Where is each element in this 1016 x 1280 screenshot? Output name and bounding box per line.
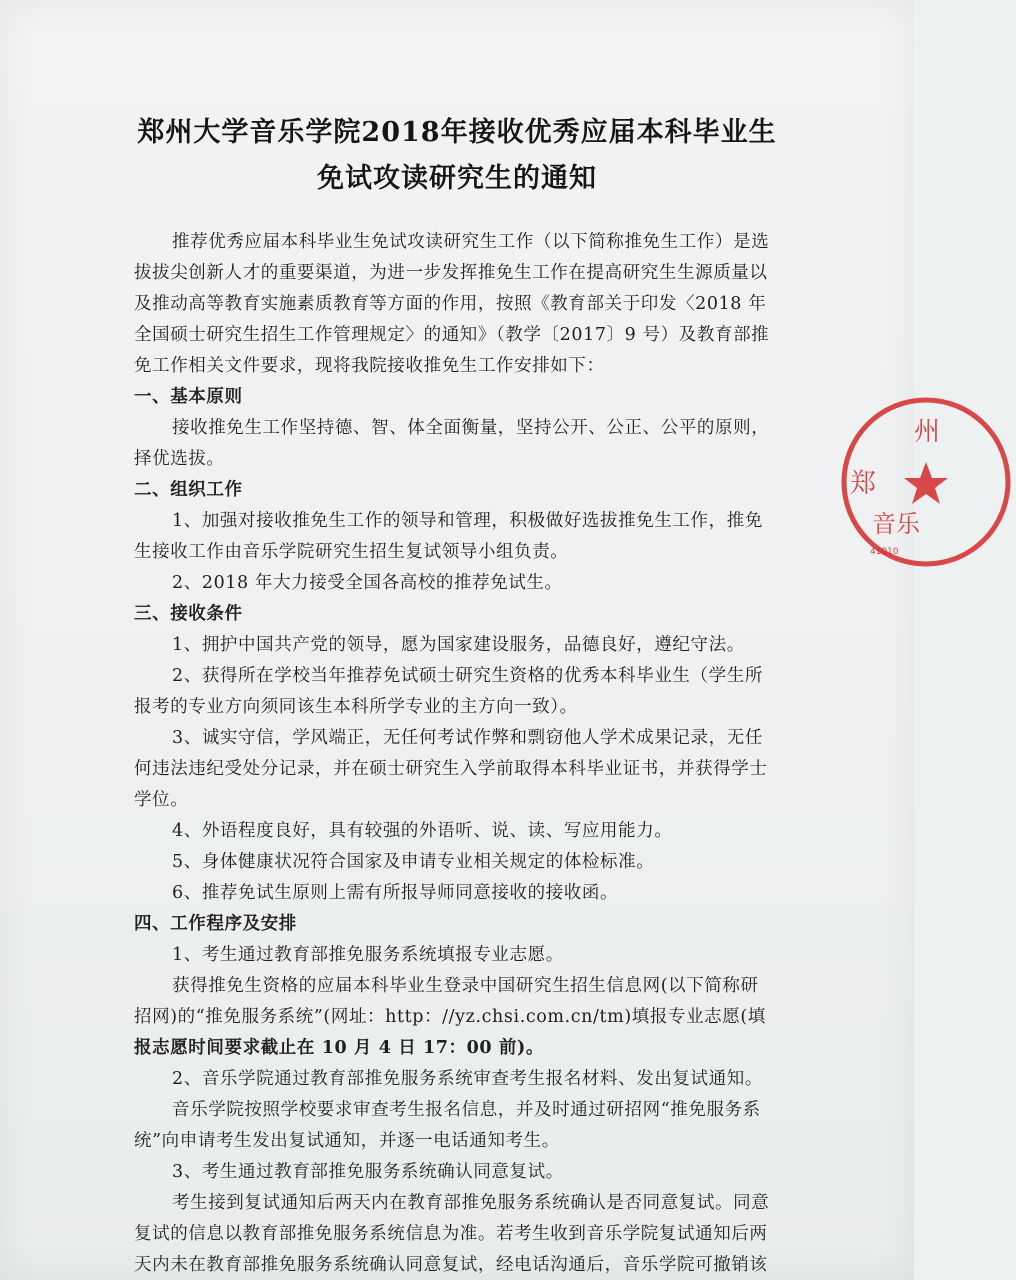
body-line: 3、考生通过教育部推免服务系统确认同意复试。 [172, 1162, 564, 1182]
body-line: 生接收工作由音乐学院研究生招生复试领导小组负责。 [134, 542, 569, 562]
section-heading: 四、工作程序及安排 [134, 914, 297, 934]
body-line: 4、外语程度良好，具有较强的外语听、说、读、写应用能力。 [172, 821, 673, 841]
body-line: 拔拔尖创新人才的重要渠道，为进一步发挥推免生工作在提高研究生生源质量以 [134, 263, 768, 283]
section-heading: 二、组织工作 [134, 480, 243, 500]
body-line: 学位。 [134, 790, 189, 810]
stamp-code: 41010 [870, 547, 899, 557]
body-line: 免工作相关文件要求，现将我院接收推免生工作安排如下： [134, 356, 605, 376]
body-line: 报考的专业方向须同该生本科所学专业的主方向一致）。 [134, 697, 578, 717]
body-line: 及推动高等教育实施素质教育等方面的作用，按照《教育部关于印发〈2018 年 [134, 294, 767, 314]
body-line: 接收推免生工作坚持德、智、体全面衡量，坚持公开、公正、公平的原则， [172, 418, 770, 438]
stamp-text-bottom: 音乐 [872, 510, 920, 538]
body-line: 2、2018 年大力接受全国各高校的推荐免试生。 [172, 573, 563, 593]
body-line: 1、考生通过教育部推免服务系统填报专业志愿。 [172, 945, 564, 965]
body-line: 统”向申请考生发出复试通知，并逐一电话通知考生。 [134, 1131, 560, 1151]
body-line: 6、推荐免试生原则上需有所报导师同意接收的接收函。 [172, 883, 619, 903]
stamp-text-top: 州 [914, 417, 941, 447]
body-line: 5、身体健康状况符合国家及申请专业相关规定的体检标准。 [172, 852, 655, 872]
page-title-line-1: 郑州大学音乐学院2018年接收优秀应届本科毕业生 [137, 117, 777, 148]
body-line: 获得推免生资格的应届本科毕业生登录中国研究生招生信息网(以下简称研 [172, 976, 759, 996]
stamp-text-left: 郑 [850, 469, 877, 499]
page-title-line-2: 免试攻读研究生的通知 [317, 163, 597, 194]
body-line: 推荐优秀应届本科毕业生免试攻读研究生工作（以下简称推免生工作）是选 [172, 232, 770, 252]
body-line: 2、音乐学院通过教育部推免服务系统审查考生报名材料、发出复试通知。 [172, 1069, 763, 1089]
body-line: 音乐学院按照学校要求审查考生报名信息，并及时通过研招网“推免服务系 [172, 1100, 761, 1120]
body-line: 1、拥护中国共产党的领导，愿为国家建设服务，品德良好，遵纪守法。 [172, 635, 745, 655]
body-line: 全国硕士研究生招生工作管理规定〉的通知》（教学〔2017〕9 号）及教育部推 [134, 325, 770, 345]
body-line: 何违法违纪受处分记录，并在硕士研究生入学前取得本科毕业证书，并获得学士 [134, 759, 768, 779]
body-line: 考生接到复试通知后两天内在教育部推免服务系统确认是否同意复试。同意 [172, 1193, 770, 1213]
body-line: 2、获得所在学校当年推荐免试硕士研究生资格的优秀本科毕业生（学生所 [172, 666, 763, 686]
body-line-emphasis: 报志愿时间要求截止在 10 月 4 日 17：00 前)。 [134, 1038, 544, 1058]
body-line: 复试的信息以教育部推免服务系统信息为准。若考生收到音乐学院复试通知后两 [134, 1224, 768, 1244]
section-heading: 一、基本原则 [134, 387, 243, 407]
body-line: 择优选拔。 [134, 449, 225, 469]
section-heading: 三、接收条件 [134, 604, 243, 624]
body-line: 天内未在教育部推免服务系统确认同意复试，经电话沟通后，音乐学院可撤销该 [134, 1255, 768, 1275]
official-seal-stamp [836, 392, 1016, 572]
star-icon [904, 462, 948, 504]
body-line: 3、诚实守信，学风端正，无任何考试作弊和剽窃他人学术成果记录，无任 [172, 728, 763, 748]
body-line: 招网)的“推免服务系统”(网址：http：//yz.chsi.com.cn/tm)填报专业志愿(填 [134, 1007, 766, 1027]
body-line: 1、加强对接收推免生工作的领导和管理，积极做好选拔推免生工作，推免 [172, 511, 763, 531]
